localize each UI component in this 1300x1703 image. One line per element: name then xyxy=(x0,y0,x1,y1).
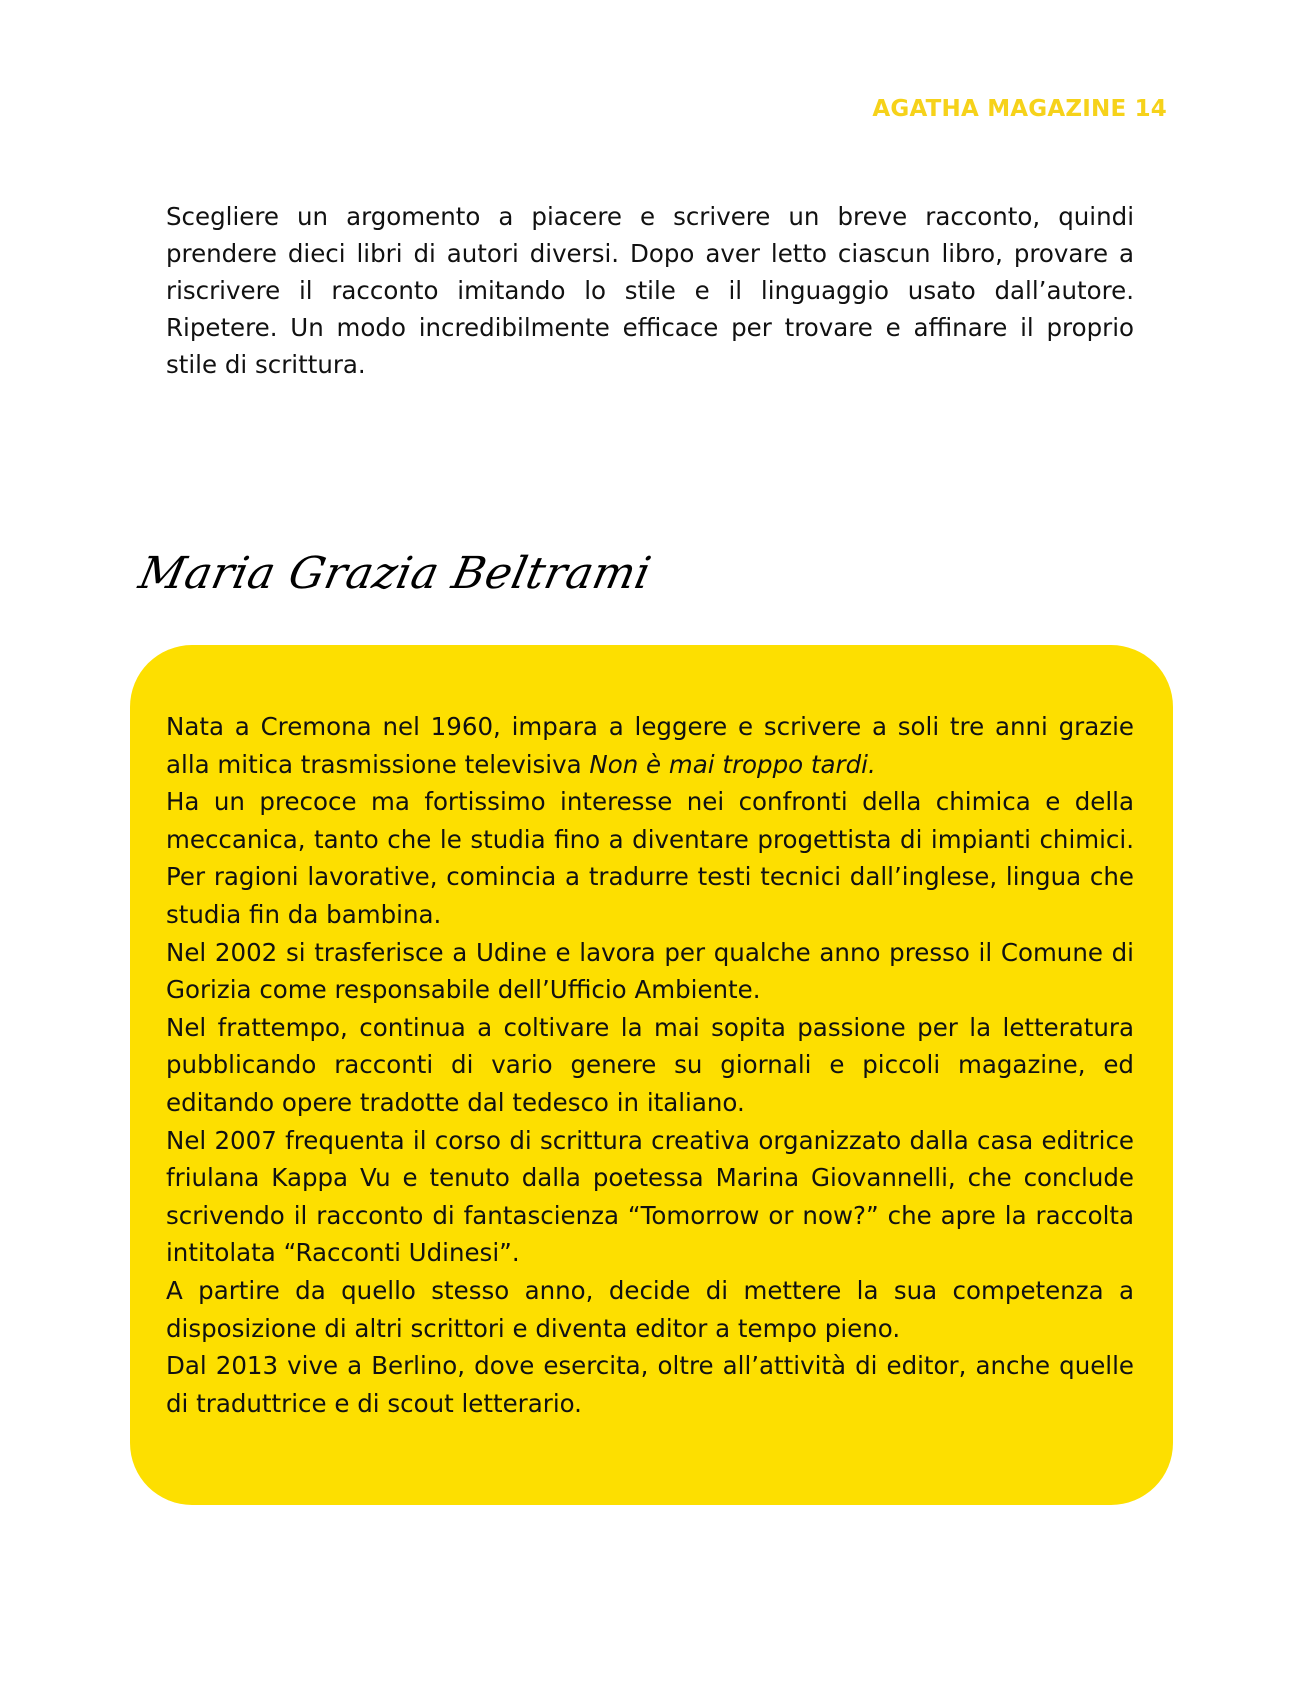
bio-paragraph-3: Nel 2002 si trasferisce a Udine e lavora per qualche anno presso il Comune di Gorizia come responsabile dell’Ufficio Ambiente. xyxy=(166,937,1134,1005)
author-bio xyxy=(166,708,1134,1422)
bio-paragraph-4: Nel frattempo, continua a coltivare la mai sopita passione per la letteratura pubblicando racconti di vario genere su giornali e piccoli magazine, ed editando opere tradotte dal tedesco in italiano. xyxy=(166,1012,1134,1117)
bio-paragraph-7: Dal 2013 vive a Berlino, dove esercita, oltre all’attività di editor, anche quelle di traduttrice e di scout letterario. xyxy=(166,1351,1134,1418)
bio-text: Nata a Cremona nel 1960, impara a leggere e scrivere a soli tre anni grazie alla mitica trasmissione televisiva xyxy=(166,712,1134,779)
bio-paragraph-5: Nel 2007 frequenta il corso di scrittura creativa organizzato dalla casa editrice friulana Kappa Vu e tenuto dalla poetessa Marina Giovannelli, che conclude scrivendo il racconto di fantascienza “Tomorrow or now?” che apre la raccolta intitolata “Racconti Udinesi”. xyxy=(166,1125,1134,1268)
author-signature-name: Maria Grazia Beltrami xyxy=(134,548,656,599)
bio-paragraph-6: A partire da quello stesso anno, decide di mettere la sua competenza a disposizione di altri scrittori e diventa editor a tempo pieno. xyxy=(166,1275,1134,1343)
bio-paragraph-1 xyxy=(166,708,1134,783)
intro-paragraph: Scegliere un argomento a piacere e scrivere un breve racconto, quindi prendere dieci libri di autori diversi. Dopo aver letto ciascun libro, provare a riscrivere il racconto imitando lo stile e il linguaggio usato dall’autore. Ripetere. Un modo incredibilmente efficace per trovare e affinare il proprio stile di scrittura. xyxy=(166,202,1134,379)
bio-paragraph-2: Ha un precoce ma fortissimo interesse nei confronti della chimica e della meccanica, tanto che le studia fino a diventare progettista di impianti chimici. Per ragioni lavorative, comincia a tradurre testi tecnici dall’inglese, lingua che studia fin da bambina. xyxy=(166,787,1134,929)
tv-show-title: Non è mai troppo tardi. xyxy=(589,749,876,779)
magazine-header: AGATHA MAGAZINE 14 xyxy=(872,96,1167,122)
